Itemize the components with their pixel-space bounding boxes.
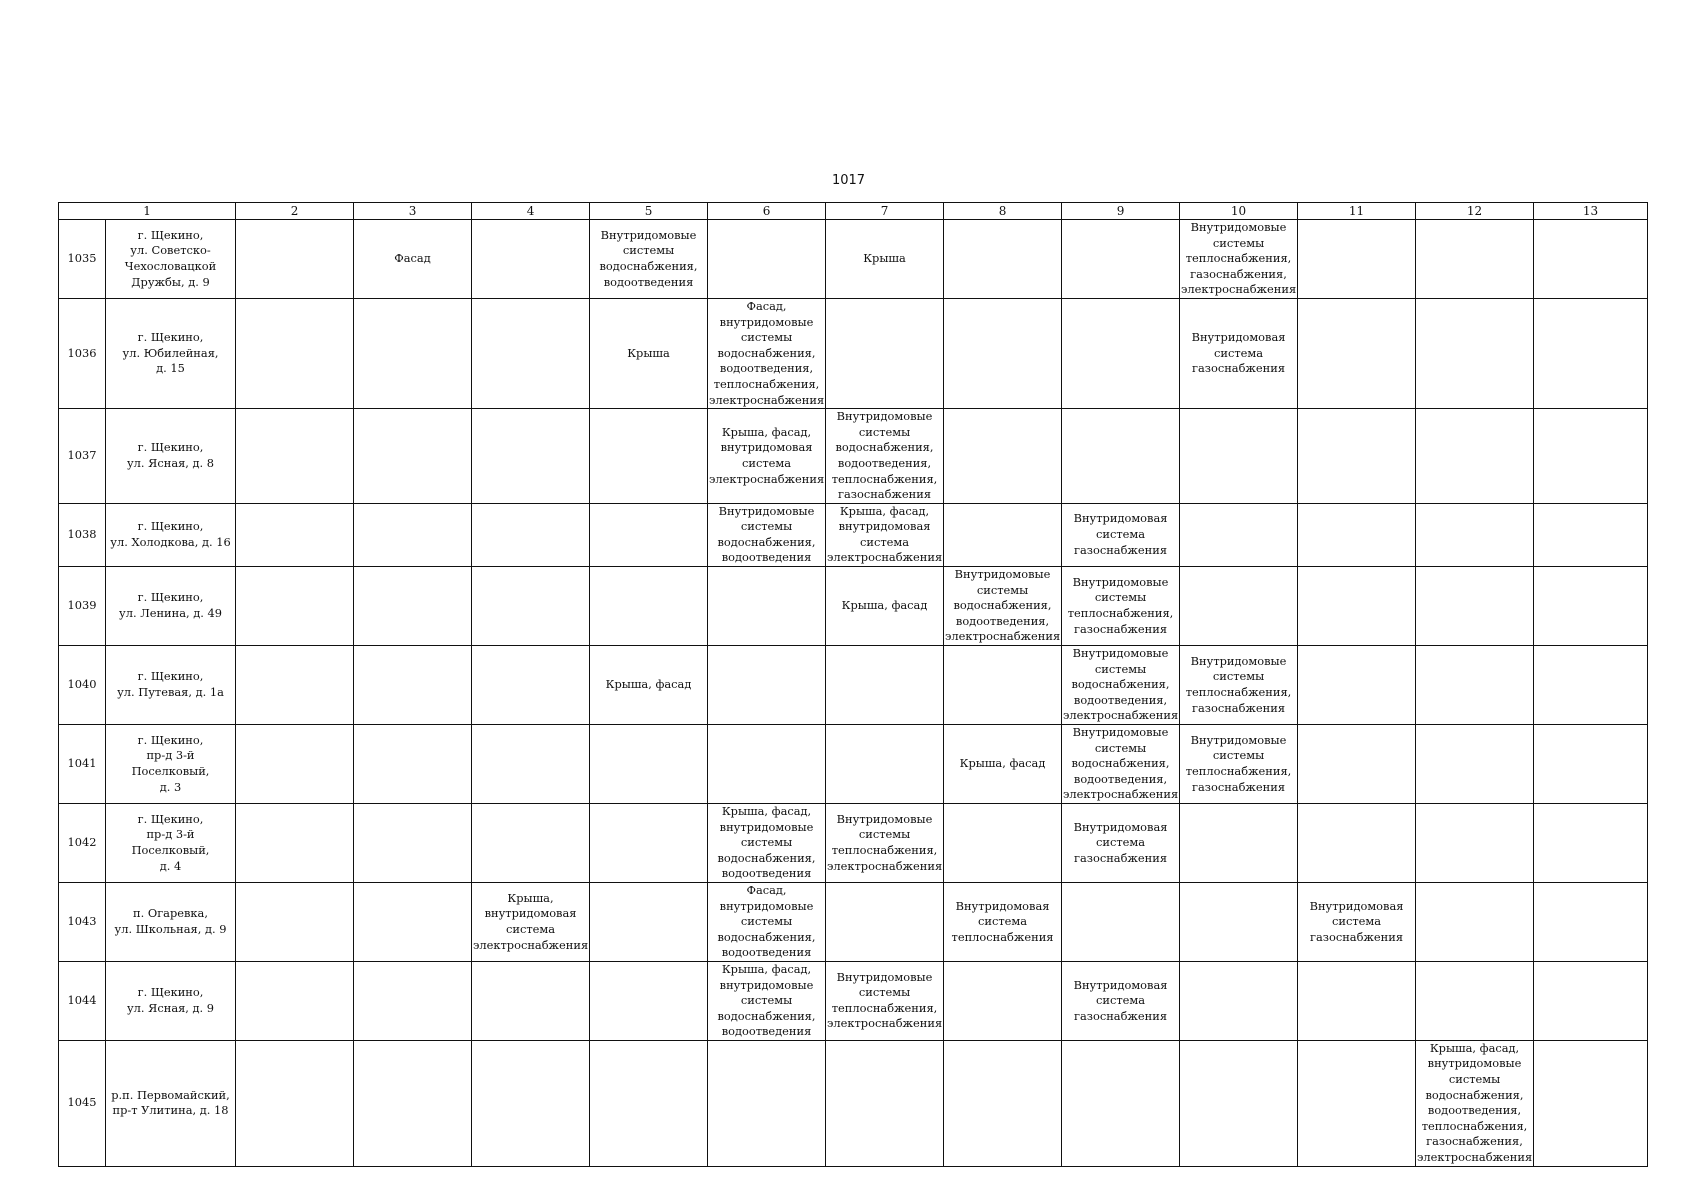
work-cell (1416, 298, 1534, 408)
work-cell (826, 1040, 944, 1166)
work-cell (236, 961, 354, 1040)
work-cell (1534, 298, 1648, 408)
row-number-cell: 1044 (59, 961, 106, 1040)
work-cell: Внутридомовые системы теплоснабжения, газоснабжения, электроснабжения (1180, 220, 1298, 299)
table-row (59, 803, 1648, 882)
work-cell (1534, 567, 1648, 646)
work-cell (1534, 725, 1648, 804)
work-cell: Внутридомовые системы теплоснабжения, газоснабжения (1180, 646, 1298, 725)
work-cell (1416, 409, 1534, 504)
work-cell (1298, 803, 1416, 882)
work-cell (236, 503, 354, 566)
work-cell (944, 646, 1062, 725)
header-row (59, 203, 1648, 220)
work-cell (354, 567, 472, 646)
work-cell: Крыша, фасад, внутридомовые системы водоснабжения, водоотведения (708, 961, 826, 1040)
address-cell: г. Щекино, пр-д 3-й Поселковый, д. 3 (106, 725, 236, 804)
work-cell (590, 882, 708, 961)
work-cell (1416, 503, 1534, 566)
work-cell (1180, 961, 1298, 1040)
work-cell (1534, 646, 1648, 725)
work-cell (944, 220, 1062, 299)
column-header: 13 (1534, 203, 1648, 220)
work-cell (472, 567, 590, 646)
table-row (59, 1040, 1648, 1166)
table-row (59, 409, 1648, 504)
work-cell (354, 1040, 472, 1166)
work-cell (1298, 298, 1416, 408)
work-cell: Крыша, фасад, внутридомовая система электроснабжения (708, 409, 826, 504)
work-cell (826, 298, 944, 408)
work-cell (1062, 1040, 1180, 1166)
work-cell (590, 1040, 708, 1166)
work-cell (236, 1040, 354, 1166)
work-cell: Внутридомовая система газоснабжения (1180, 298, 1298, 408)
work-cell: Внутридомовая система газоснабжения (1062, 503, 1180, 566)
work-cell (1416, 646, 1534, 725)
work-cell (1180, 567, 1298, 646)
work-cell (590, 725, 708, 804)
column-header: 10 (1180, 203, 1298, 220)
work-cell: Внутридомовые системы водоснабжения, водоотведения (590, 220, 708, 299)
column-header: 7 (826, 203, 944, 220)
work-cell (1534, 409, 1648, 504)
work-cell (708, 646, 826, 725)
work-cell (708, 725, 826, 804)
work-cell (354, 882, 472, 961)
work-cell (1534, 961, 1648, 1040)
work-cell: Фасад, внутридомовые системы водоснабжения, водоотведения (708, 882, 826, 961)
work-cell (1416, 725, 1534, 804)
table-header (59, 203, 1648, 220)
work-cell (944, 298, 1062, 408)
work-cell: Внутридомовые системы теплоснабжения, электроснабжения (826, 803, 944, 882)
work-cell (236, 803, 354, 882)
work-cell (1416, 803, 1534, 882)
work-cell (1534, 882, 1648, 961)
work-cell (472, 503, 590, 566)
work-cell (1062, 220, 1180, 299)
work-cell (1534, 503, 1648, 566)
work-cell (236, 409, 354, 504)
work-cell (1180, 503, 1298, 566)
work-cell (708, 567, 826, 646)
address-cell: п. Огаревка, ул. Школьная, д. 9 (106, 882, 236, 961)
work-cell (1534, 1040, 1648, 1166)
work-cell (590, 961, 708, 1040)
work-cell (1180, 882, 1298, 961)
work-cell (1180, 1040, 1298, 1166)
column-header: 3 (354, 203, 472, 220)
work-cell (472, 803, 590, 882)
row-number-cell: 1043 (59, 882, 106, 961)
work-cell (1298, 220, 1416, 299)
row-number-cell: 1038 (59, 503, 106, 566)
work-cell (944, 803, 1062, 882)
work-cell (826, 646, 944, 725)
work-cell: Внутридомовые системы водоснабжения, водоотведения, электроснабжения (944, 567, 1062, 646)
work-cell (354, 961, 472, 1040)
column-header: 8 (944, 203, 1062, 220)
table-row (59, 567, 1648, 646)
work-cell (1416, 961, 1534, 1040)
column-header: 4 (472, 203, 590, 220)
address-cell: г. Щекино, ул. Путевая, д. 1а (106, 646, 236, 725)
address-cell: г. Щекино, ул. Ленина, д. 49 (106, 567, 236, 646)
work-cell: Внутридомовые системы водоснабжения, водоотведения (708, 503, 826, 566)
column-header: 11 (1298, 203, 1416, 220)
address-cell: г. Щекино, ул. Ясная, д. 8 (106, 409, 236, 504)
work-cell (1534, 220, 1648, 299)
work-cell: Внутридомовые системы водоснабжения, водоотведения, теплоснабжения, газоснабжения (826, 409, 944, 504)
work-cell: Внутридомовая система газоснабжения (1062, 961, 1180, 1040)
work-cell (1298, 725, 1416, 804)
table-row (59, 503, 1648, 566)
row-number-cell: 1042 (59, 803, 106, 882)
work-cell (944, 961, 1062, 1040)
address-cell: г. Щекино, ул. Советско- Чехословацкой Дружбы, д. 9 (106, 220, 236, 299)
work-cell: Фасад (354, 220, 472, 299)
work-cell: Внутридомовая система газоснабжения (1298, 882, 1416, 961)
work-cell (1298, 1040, 1416, 1166)
work-cell (944, 1040, 1062, 1166)
row-number-cell: 1035 (59, 220, 106, 299)
table-row (59, 882, 1648, 961)
address-cell: г. Щекино, пр-д 3-й Поселковый, д. 4 (106, 803, 236, 882)
work-cell: Крыша, фасад (826, 567, 944, 646)
table-row (59, 220, 1648, 299)
work-cell: Внутридомовые системы водоснабжения, водоотведения, электроснабжения (1062, 725, 1180, 804)
column-header: 5 (590, 203, 708, 220)
work-cell: Внутридомовые системы водоснабжения, водоотведения, электроснабжения (1062, 646, 1180, 725)
work-cell: Фасад, внутридомовые системы водоснабжения, водоотведения, теплоснабжения, электроснабжения (708, 298, 826, 408)
work-cell (236, 646, 354, 725)
work-cell (472, 1040, 590, 1166)
work-cell (1416, 882, 1534, 961)
work-cell: Внутридомовая система теплоснабжения (944, 882, 1062, 961)
row-number-cell: 1036 (59, 298, 106, 408)
work-cell (236, 725, 354, 804)
work-cell (1534, 803, 1648, 882)
work-cell (708, 220, 826, 299)
column-header: 6 (708, 203, 826, 220)
work-cell (1062, 409, 1180, 504)
work-cell (708, 1040, 826, 1166)
work-cell: Внутридомовые системы теплоснабжения, электроснабжения (826, 961, 944, 1040)
column-header: 12 (1416, 203, 1534, 220)
work-cell (236, 882, 354, 961)
table-row (59, 961, 1648, 1040)
work-cell (1298, 503, 1416, 566)
work-cell (1416, 567, 1534, 646)
work-cell (826, 882, 944, 961)
work-cell (1180, 803, 1298, 882)
work-cell: Внутридомовая система газоснабжения (1062, 803, 1180, 882)
work-cell (472, 298, 590, 408)
work-cell (236, 567, 354, 646)
work-cell (472, 961, 590, 1040)
work-cell (1298, 409, 1416, 504)
work-cell (1298, 961, 1416, 1040)
work-cell: Внутридомовые системы теплоснабжения, газоснабжения (1062, 567, 1180, 646)
work-cell: Крыша, внутридомовая система электроснабжения (472, 882, 590, 961)
row-number-cell: 1037 (59, 409, 106, 504)
work-cell (236, 220, 354, 299)
table-row (59, 725, 1648, 804)
work-cell (1416, 220, 1534, 299)
address-cell: г. Щекино, ул. Холодкова, д. 16 (106, 503, 236, 566)
table-body (59, 220, 1648, 1167)
work-cell (354, 646, 472, 725)
work-cell: Крыша, фасад, внутридомовые системы водоснабжения, водоотведения, теплоснабжения, газоснабжения, электроснабжения (1416, 1040, 1534, 1166)
row-number-cell: 1040 (59, 646, 106, 725)
row-number-cell: 1039 (59, 567, 106, 646)
work-cell (944, 409, 1062, 504)
work-cell (1062, 298, 1180, 408)
work-cell (944, 503, 1062, 566)
work-cell (354, 503, 472, 566)
work-cell (236, 298, 354, 408)
work-cell (1062, 882, 1180, 961)
address-cell: г. Щекино, ул. Юбилейная, д. 15 (106, 298, 236, 408)
row-number-cell: 1041 (59, 725, 106, 804)
work-cell (590, 803, 708, 882)
work-cell (590, 567, 708, 646)
work-cell: Крыша, фасад, внутридомовая система электроснабжения (826, 503, 944, 566)
work-cell (354, 803, 472, 882)
work-cell (1180, 409, 1298, 504)
work-cell (472, 220, 590, 299)
work-cell (472, 646, 590, 725)
work-cell (354, 725, 472, 804)
column-header: 1 (59, 203, 236, 220)
work-cell: Внутридомовые системы теплоснабжения, газоснабжения (1180, 725, 1298, 804)
column-header: 9 (1062, 203, 1180, 220)
address-cell: р.п. Первомайский, пр-т Улитина, д. 18 (106, 1040, 236, 1166)
work-cell: Крыша, фасад (944, 725, 1062, 804)
work-cell: Крыша (590, 298, 708, 408)
work-cell: Крыша (826, 220, 944, 299)
work-cell (1298, 646, 1416, 725)
table-row (59, 646, 1648, 725)
column-header: 2 (236, 203, 354, 220)
work-cell (1298, 567, 1416, 646)
address-cell: г. Щекино, ул. Ясная, д. 9 (106, 961, 236, 1040)
work-cell (472, 409, 590, 504)
page-number: 1017 (831, 173, 866, 188)
work-cell (590, 409, 708, 504)
work-cell (472, 725, 590, 804)
row-number-cell: 1045 (59, 1040, 106, 1166)
repair-schedule-table (58, 202, 1648, 1167)
work-cell (590, 503, 708, 566)
work-cell: Крыша, фасад, внутридомовые системы водоснабжения, водоотведения (708, 803, 826, 882)
table-row (59, 298, 1648, 408)
work-cell: Крыша, фасад (590, 646, 708, 725)
work-cell (354, 298, 472, 408)
work-cell (826, 725, 944, 804)
work-cell (354, 409, 472, 504)
